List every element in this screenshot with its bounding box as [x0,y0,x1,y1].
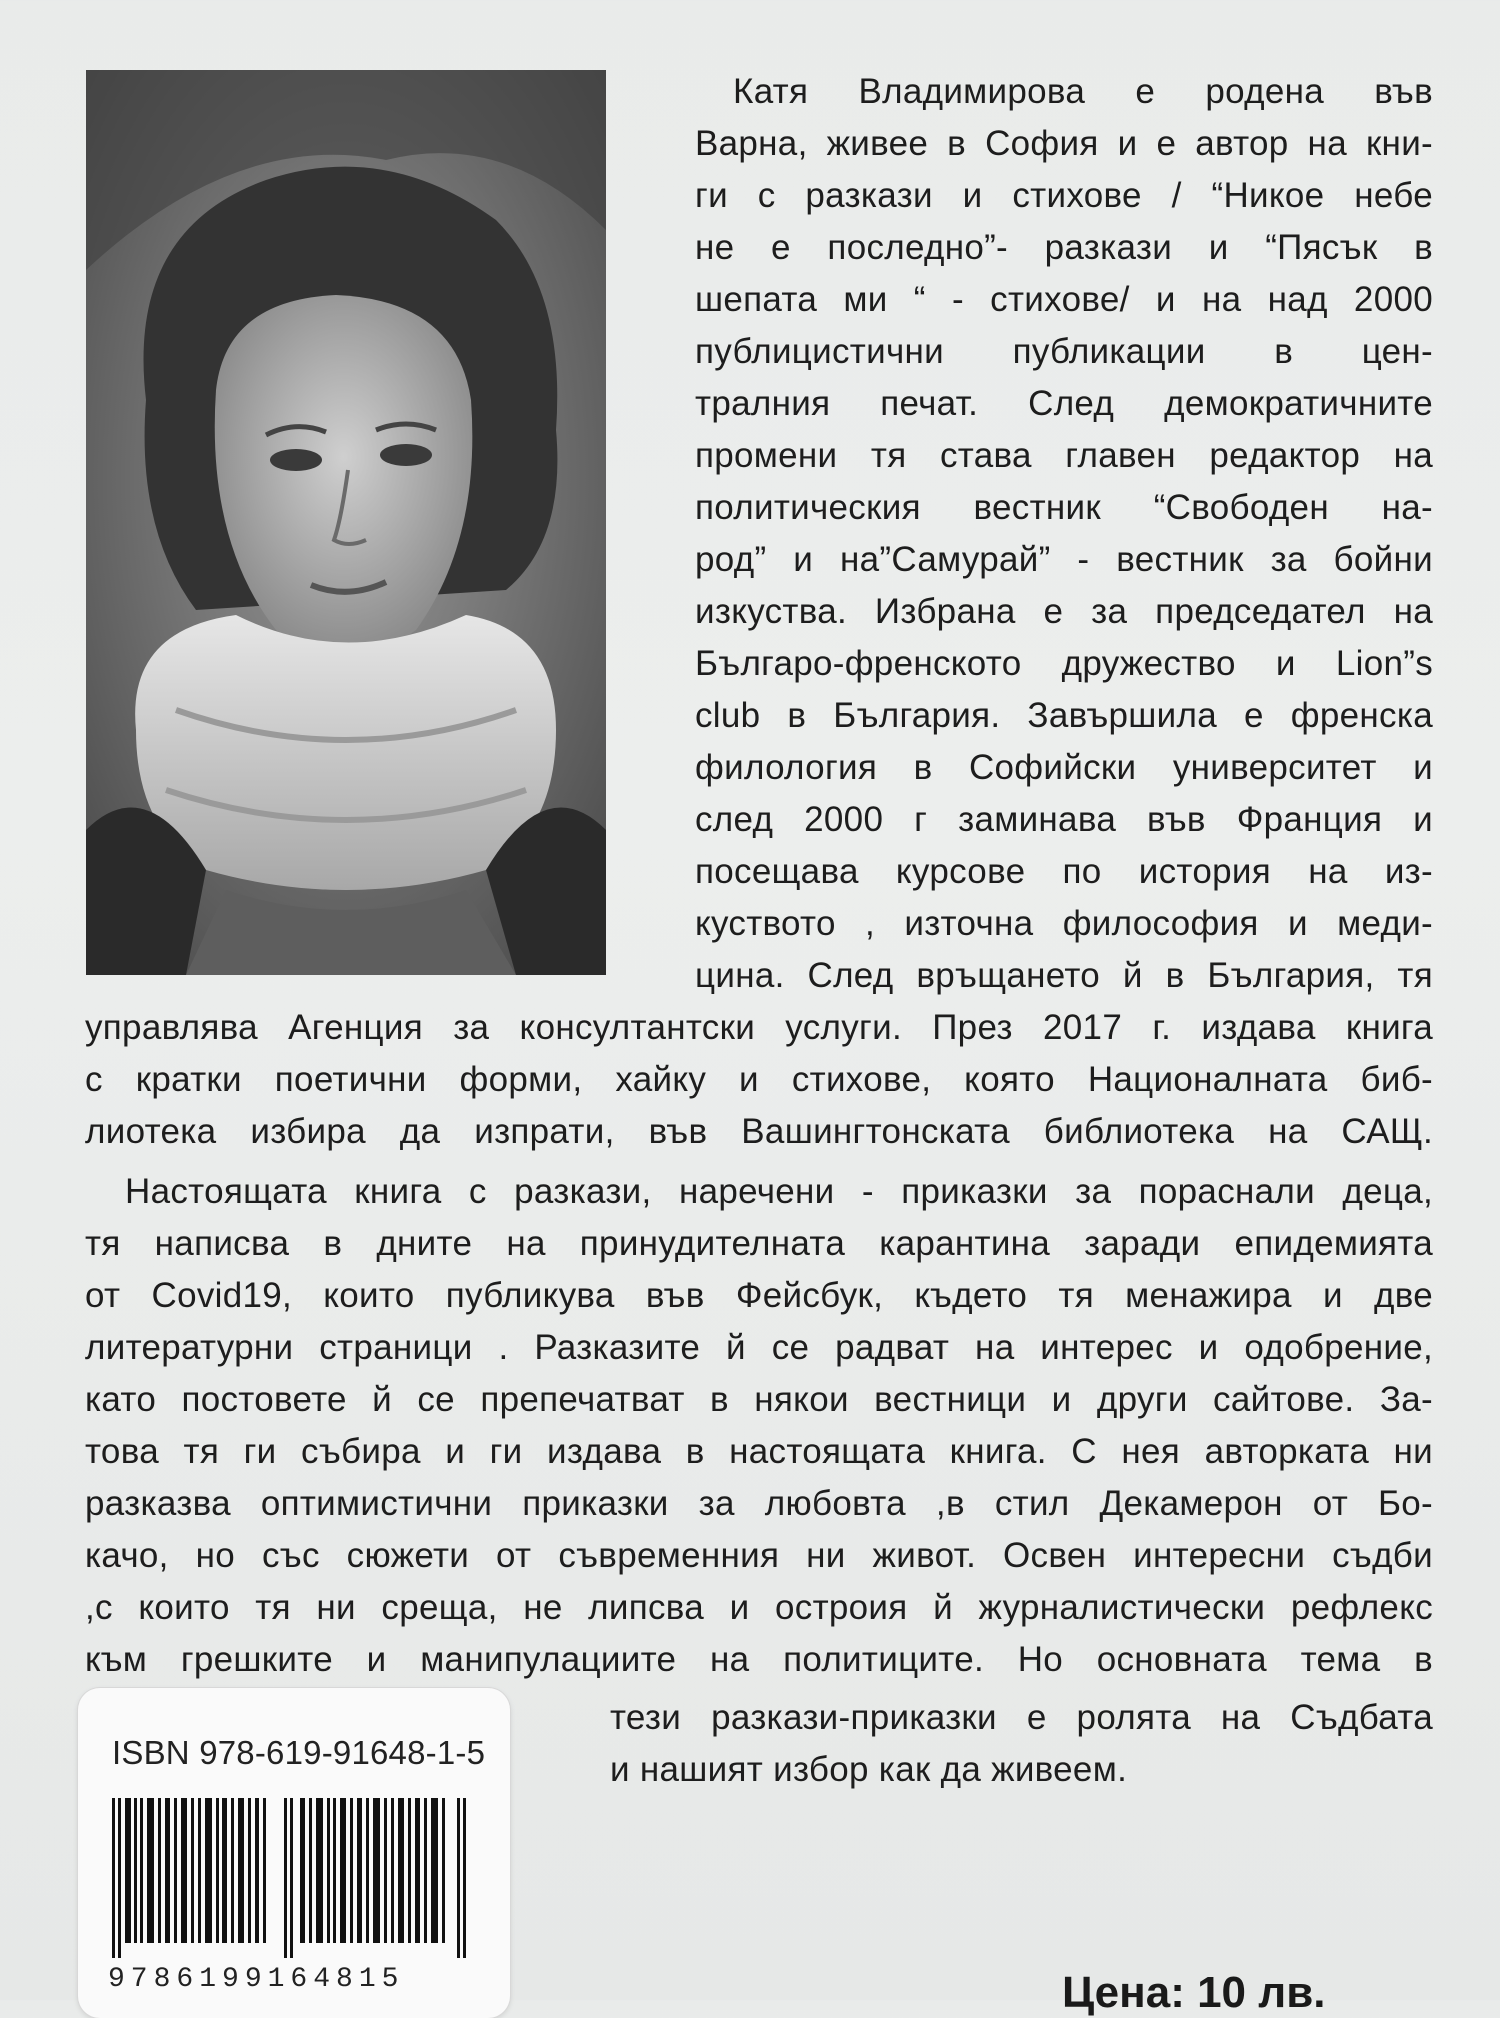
bio-line: шепата ми “ - стихове/ и на над 2000 [695,280,1433,319]
bio-line: club в България. Завършила е френска [695,696,1433,735]
barcode-bars [112,1798,472,1958]
about-line: тези разкази-приказки е ролята на Съдбата [610,1698,1433,1737]
author-photo [86,70,606,975]
bio-line: род” и на”Самурай” - вестник за бойни [695,540,1433,579]
about-line: и нашият избор как да живеем. [610,1750,1128,1789]
about-line: разказва оптимистични приказки за любовта ,в стил Декамерон от Бо- [85,1484,1433,1523]
bio-line: след 2000 г заминава във Франция и [695,800,1433,839]
bio-line: промени тя става главен редактор на [695,436,1433,475]
about-line: литературни страници . Разказите й се радват на интерес и одобрение, [85,1328,1433,1367]
bio-line: не е последно”- разкази и “Пясък в [695,228,1433,267]
about-line: Настоящата книга с разкази, наречени - приказки за пораснали деца, [125,1172,1433,1211]
about-line: това тя ги събира и ги издава в настоящата книга. С нея авторката ни [85,1432,1433,1471]
bio-line: с кратки поетични форми, хайку и стихове, която Националната биб- [85,1060,1433,1099]
isbn-number: ISBN 978-619-91648-1-5 [112,1734,486,1771]
bio-line: Варна, живее в София и е автор на кни- [695,124,1433,163]
bio-line: лиотека избира да изпрати, във Вашингтонската библиотека на САЩ. [85,1112,1433,1151]
about-line: от Covid19, които публикува във Фейсбук, където тя менажира и две [85,1276,1433,1315]
isbn-barcode-label [78,1688,510,2018]
bio-line: филология в Софийски университет и [695,748,1433,787]
about-line: ,с които тя ни среща, не липсва и остроия й журналистически рефлекс [85,1588,1433,1627]
bio-line: ги с разкази и стихове / “Никое небе [695,176,1433,215]
about-line: качо, но със сюжети от съвременния ни живот. Освен интересни съдби [85,1536,1433,1575]
author-portrait-image [86,70,606,975]
bio-line: посещава курсове по история на из- [695,852,1433,891]
bio-line: изкуства. Избрана е за председател на [695,592,1433,631]
bio-line: политическия вестник “Свободен на- [695,488,1433,527]
bio-line: тралния печат. След демократичните [695,384,1433,423]
bio-line: управлява Агенция за консултантски услуги. През 2017 г. издава книга [85,1008,1433,1047]
price-label: Цена: 10 лв. [1062,1968,1326,2017]
bio-line: цина. След връщането й в България, тя [695,956,1433,995]
about-line: към грешките и манипулациите на политиците. Но основната тема в [85,1640,1433,1679]
about-line: тя написва в дните на принудителната карантина заради епидемията [85,1224,1433,1263]
bio-line: публицистични публикации в цен- [695,332,1433,371]
bio-line: Катя Владимирова е родена във [733,72,1433,111]
about-line: като постовете й се препечатват в някои вестници и други сайтове. За- [85,1380,1433,1419]
bio-line: Българо-френското дружество и Lion”s [695,644,1433,683]
barcode-digits: 9786199164815 [108,1964,405,1995]
bio-line: куството , източна философия и меди- [695,904,1433,943]
